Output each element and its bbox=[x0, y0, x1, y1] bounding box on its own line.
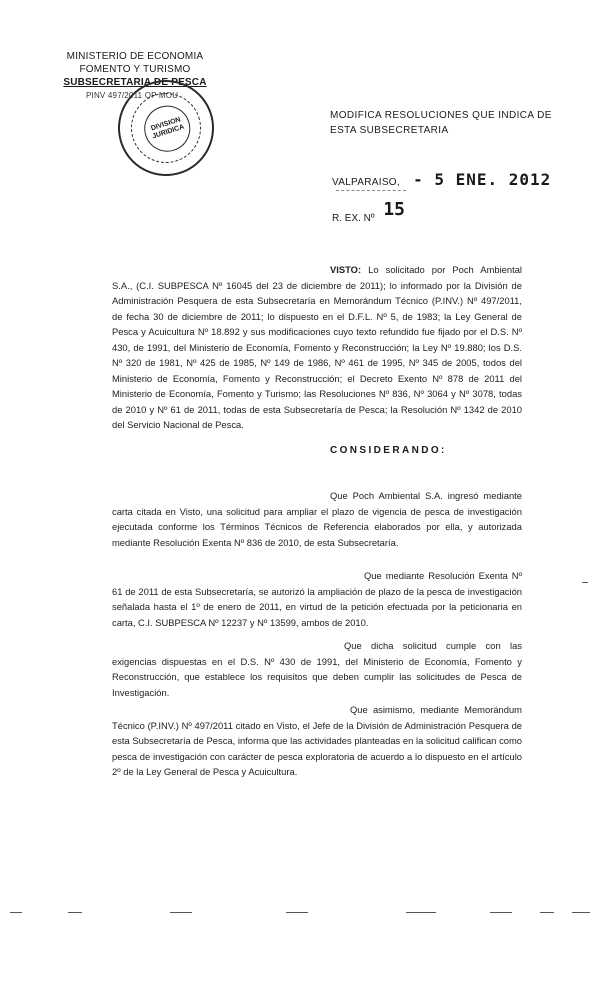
reference-line bbox=[332, 199, 406, 226]
considerando-paragraph-3 bbox=[112, 638, 522, 700]
visto-lead: VISTO: bbox=[330, 264, 362, 275]
paragraph-text: Que mediante Resolución Exenta Nº 61 de 2011 de esta Subsecretaría, se autorizó la ampliación de plazo de la pesca de investigación señalada hasta el 1º de enero de 2011, en virtud de la petición efectuada por la peticionaria en carta, C.I. SUBPESCA Nº 12237 y Nº 13599, ambos de 2010. bbox=[112, 570, 522, 628]
paragraph-text: Que dicha solicitud cumple con las exigencias dispuestas en el D.S. Nº 430 de 1991, del Ministerio de Economía, Fomento y Reconstrucción, que establece los requisitos que deben cumplir las solicitudes de Pesca de Investigación. bbox=[112, 640, 522, 698]
undersecretariat-name: SUBSECRETARIA DE PESCA bbox=[63, 77, 207, 88]
date-place: VALPARAISO, bbox=[332, 177, 400, 188]
visto-text: Lo solicitado por Poch Ambiental S.A., (C.I. SUBPESCA Nº 16045 del 23 de diciembre de 2011); lo informado por la División de Administración Pesquera de esta Subsecretaría en Memorándum Técnico (P.INV.) Nº 497/2011, de fecha 30 de diciembre de 2011; lo dispuesto en el D.F.L. Nº 5, de 1983; la Ley General de Pesca y Acuicultura Nº 18.892 y sus modificaciones cuyo texto refundido fue fijado por el D.S. Nº 430, de 1991, del Ministerio de Economía, Fomento y Reconstrucción; la Ley Nº 19.880; los D.S. Nº 320 de 1981, Nº 425 de 1985, Nº 149 de 1986, Nº 461 de 1995, Nº 345 de 2005, todos del Ministerio de Economía, Fomento y Reconstrucción; el Decreto Exento Nº 878 de 2011 del Ministerio de Economía, Fomento y Turismo; las Resoluciones Nº 836, Nº 3064 y Nº 3078, todas de 2010 y Nº 61 de 2011, todas de esta Subsecretaría de Pesca; la Resolución Nº 1342 de 2010 del Servicio Nacional de Pesca. bbox=[112, 264, 522, 430]
considerando-paragraph-1 bbox=[112, 488, 522, 550]
reference-number: 15 bbox=[383, 199, 406, 220]
date-value: - 5 ENE. 2012 bbox=[413, 170, 552, 189]
date-line bbox=[332, 170, 551, 189]
ministry-subtitle: FOMENTO Y TURISMO bbox=[79, 64, 191, 75]
paragraph-text: Que asimismo, mediante Memorándum Técnico (P.INV.) Nº 497/2011 citado en Visto, el Jefe de la División de Administración Pesquera de esta Subsecretaría de Pesca, informa que las actividades planteadas en la solicitud califican como pesca de investigación con carácter de pesca exploratoria de acuerdo a lo dispuesto en el artículo 2º de la Ley General de Pesca y Acuicultura. bbox=[112, 704, 522, 777]
date-dashes bbox=[336, 190, 406, 193]
footer-mark bbox=[406, 912, 436, 913]
footer-mark bbox=[10, 912, 22, 913]
considerando-heading: CONSIDERANDO: bbox=[330, 445, 447, 456]
footer-mark bbox=[170, 912, 192, 913]
footer-mark bbox=[540, 912, 554, 913]
ministry-name: MINISTERIO DE ECONOMIA bbox=[66, 51, 204, 62]
footer-mark bbox=[490, 912, 512, 913]
document-subject: MODIFICA RESOLUCIONES QUE INDICA DE ESTA SUBSECRETARIA bbox=[330, 110, 552, 136]
footer-mark bbox=[572, 912, 590, 913]
footer-marks bbox=[0, 912, 600, 916]
reference-label: R. EX. Nº bbox=[332, 213, 375, 224]
paragraph-text: Que Poch Ambiental S.A. ingresó mediante carta citada en Visto, una solicitud para ampliar el plazo de vigencia de pesca de investigación ejecutada conforme los Términos Técnicos de Referencia elaborados por ella, y autorizada mediante Resolución Exenta Nº 836 de 2010, de esta Subsecretaría. bbox=[112, 490, 522, 548]
footer-mark bbox=[286, 912, 308, 913]
reference-code: PINV 497/2011 OP MOU bbox=[86, 91, 179, 100]
margin-mark bbox=[582, 582, 588, 583]
stamp-center-text: DIVISION JURIDICA bbox=[138, 100, 196, 158]
considerando-paragraph-4 bbox=[112, 702, 522, 780]
footer-mark bbox=[68, 912, 82, 913]
visto-paragraph bbox=[112, 262, 522, 433]
considerando-paragraph-2 bbox=[112, 568, 522, 630]
